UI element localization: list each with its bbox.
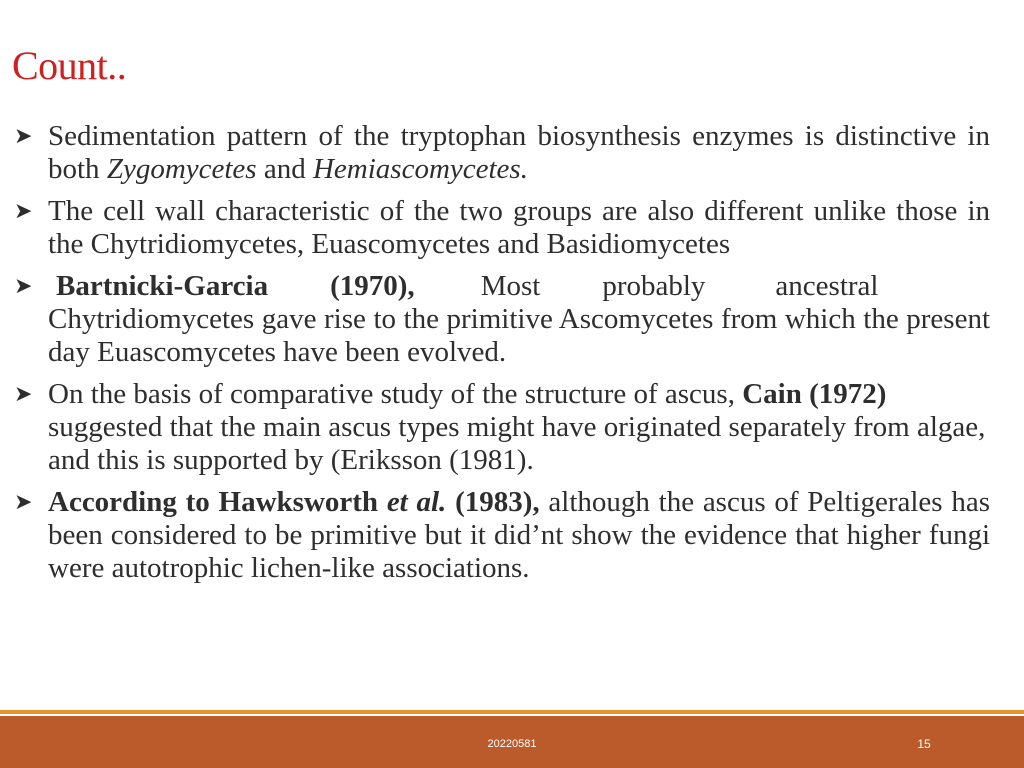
bullet-item (14, 120, 990, 186)
citation: According to Hawksworth (48, 486, 387, 518)
bullet-text: ancestral (775, 270, 879, 302)
bullet-item (14, 486, 990, 585)
bullet-text: Chytridiomycetes gave rise to the primitive Ascomycetes from which the present day Euascomycetes have been evolved. (48, 303, 990, 368)
bullet-text: probably (602, 270, 706, 302)
arrow-bullet-icon: ➤ (14, 382, 33, 407)
footer-date: 20220581 (487, 738, 537, 750)
bullet-text: Most (480, 270, 541, 302)
bullet-text: although the ascus of Peltigerales has been considered to be primitive but it did’nt show the evidence that higher fungi were autotrophic lichen-like associations. (48, 486, 990, 584)
bullet-text: suggested that the main ascus types might have originated separately from algae, and this is supported by (Eriksson (1981). (48, 411, 986, 476)
citation-etal: et al. (386, 486, 447, 518)
footer-divider (0, 710, 1024, 714)
bullet-item (14, 195, 990, 261)
taxon-name: Zygomycetes (106, 153, 257, 185)
arrow-bullet-icon: ➤ (14, 199, 33, 224)
citation-year: (1970), (330, 270, 415, 302)
slide-title: Count.. (12, 43, 127, 88)
author-name: Bartnicki-Garcia (56, 270, 269, 302)
taxon-name: Hemiascomycetes. (312, 153, 528, 185)
bullet-text: Sedimentation pattern of the tryptophan biosynthesis enzymes is distinctive in both (48, 120, 990, 185)
arrow-bullet-icon: ➤ (14, 274, 33, 299)
arrow-bullet-icon: ➤ (14, 490, 33, 515)
bullet-list (14, 120, 990, 594)
arrow-bullet-icon: ➤ (14, 124, 33, 149)
citation-year: (1983), (446, 486, 540, 518)
bullet-text: On the basis of comparative study of the structure of ascus, (48, 378, 743, 410)
bullet-item (14, 378, 990, 477)
bullet-item (14, 270, 990, 369)
citation: Cain (1972) (742, 378, 887, 410)
bullet-text: The cell wall characteristic of the two groups are also different unlike those in the Chytridiomycetes, Euascomycetes and Basidiomycetes (48, 195, 990, 260)
bullet-text: and (256, 153, 313, 185)
page-number: 15 (917, 737, 931, 751)
